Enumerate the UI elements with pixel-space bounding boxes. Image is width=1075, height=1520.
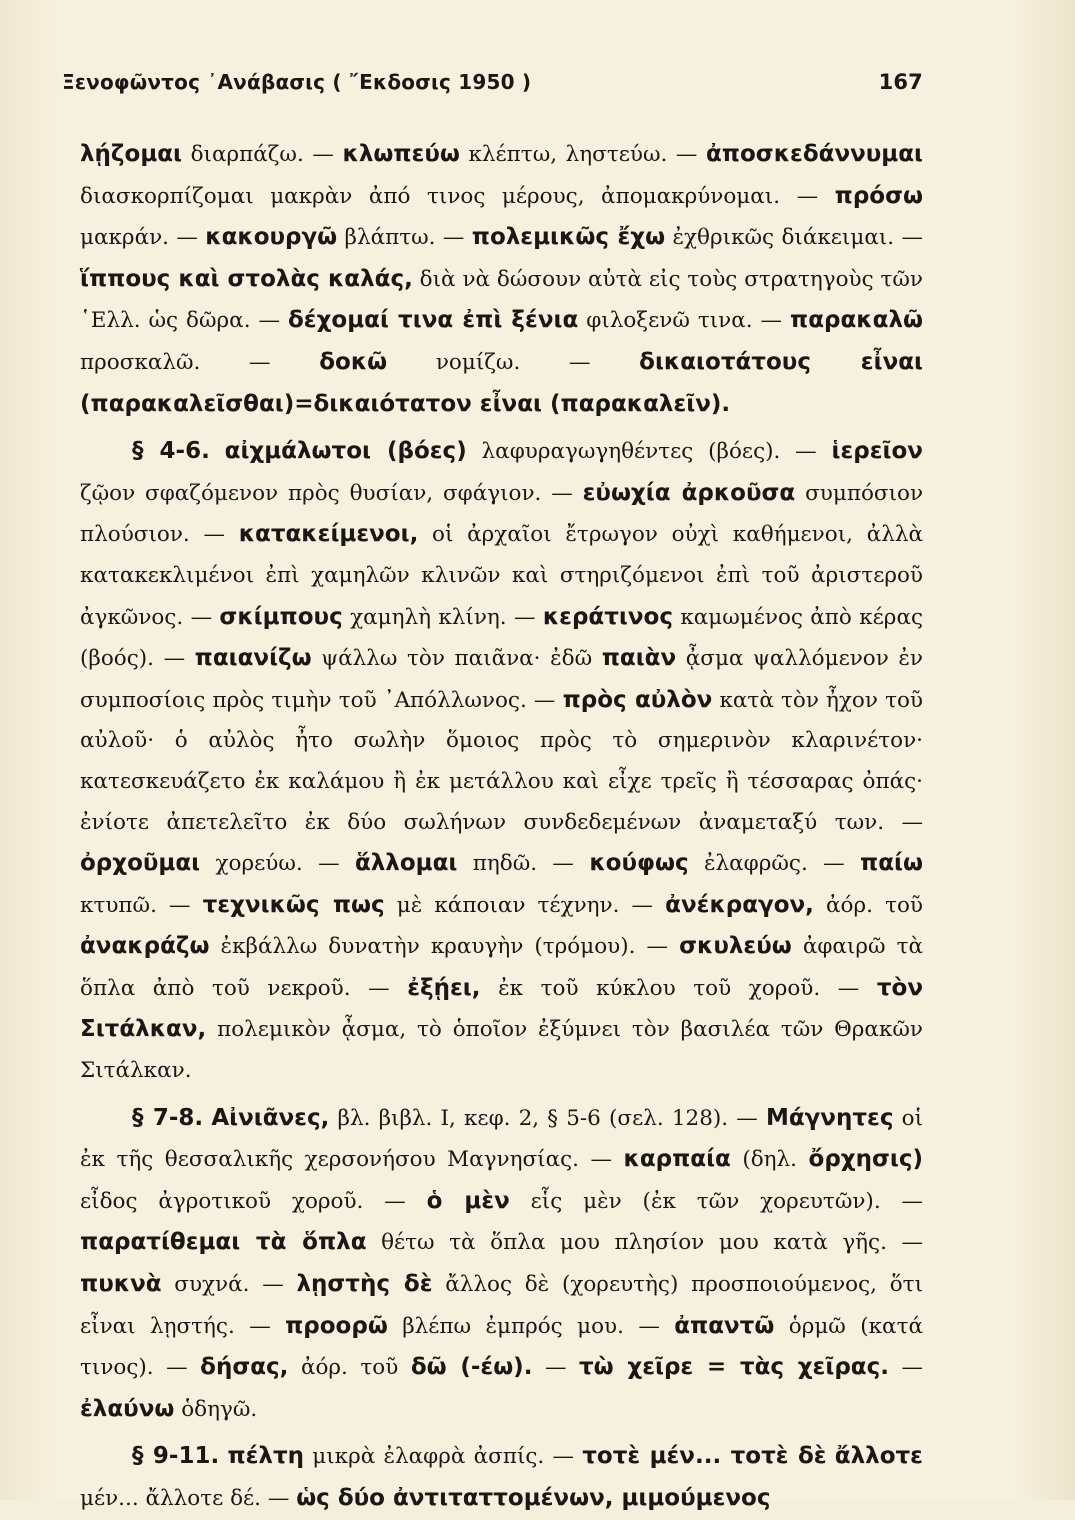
lemma: Μάγνητες: [765, 1104, 894, 1131]
lemma: κεράτινος: [542, 603, 673, 630]
lemma: κατακείμενοι,: [238, 521, 419, 548]
section-marker: § 9-11.: [132, 1443, 220, 1470]
lemma: σκίμπους: [219, 603, 343, 630]
gloss: μακράν. —: [80, 225, 206, 251]
lemma: δοκῶ: [319, 348, 388, 375]
gloss: κλέπτω, ληστεύω. —: [459, 142, 706, 167]
lemma: τοτὲ μέν... τοτὲ δὲ: [582, 1443, 827, 1470]
lemma: προορῶ: [285, 1312, 388, 1339]
paragraph: [80, 1098, 923, 1431]
gloss: μικρὰ ἐλαφρὰ ἀσπίς. —: [304, 1444, 583, 1470]
gloss: ἐκβάλλω δυνατὴν κραυγὴν (τρόμου). —: [209, 934, 680, 960]
lemma: παιανίζω: [194, 645, 312, 672]
lemma: κακουργῶ: [205, 224, 338, 251]
gloss: ζῷον σφαζόμενον πρὸς θυσίαν, σφάγιον. —: [80, 480, 583, 506]
lemma: κλωπεύω: [342, 141, 460, 167]
lemma: ἀποσκεδάννυμαι: [705, 141, 923, 167]
lemma: πέλτη: [227, 1443, 305, 1470]
lemma: κούφως: [589, 850, 689, 877]
lemma: ἄλλοτε: [834, 1443, 923, 1470]
gloss: φιλοξενῶ τινα. —: [578, 308, 791, 334]
lemma: ὁ μὲν: [426, 1187, 510, 1214]
gloss: οἱ ἐκ τῆς θεσσαλικῆς χερσονήσου Μαγνησίας. —: [80, 1105, 923, 1173]
lemma: εὐωχία ἀρκοῦσα: [582, 479, 796, 506]
lemma: ὄρχησις): [808, 1146, 924, 1173]
lemma: δῶ (-έω).: [410, 1354, 533, 1381]
lemma: παιὰν: [601, 645, 677, 672]
gloss: μὲ κάποιαν τέχνην. —: [384, 892, 666, 918]
gloss: ἐχθρικῶς διάκειμαι. —: [665, 225, 923, 251]
lemma: ὀρχοῦμαι: [80, 850, 201, 877]
gloss: διαρπάζω. —: [182, 142, 343, 167]
running-title: Ξενοφῶντος ᾿Ανάβασις ( ῎Εκδοσις 1950 ): [62, 70, 532, 94]
gloss: ᾆσμα ψαλλόμενον ἐν συμποσίοις πρὸς τιμὴν τοῦ ᾿Απόλλωνος. —: [80, 646, 924, 713]
gloss: εἶδος ἀγροτικοῦ χοροῦ. —: [80, 1188, 427, 1214]
gloss: ἐλαφρῶς. —: [688, 851, 861, 877]
lemma: πρόσω: [834, 182, 923, 209]
gloss: ἐκ τοῦ κύκλου τοῦ χοροῦ. —: [480, 975, 877, 1001]
gloss: καμωμένος ἀπὸ κέρας (βοός). —: [80, 604, 923, 672]
gloss: συμπόσιον πλούσιον. —: [80, 480, 924, 548]
gloss: θέτω τὰ ὅπλα μου πλησίον μου κατὰ γῆς. —: [366, 1230, 923, 1256]
lemma: ἀνακράζω: [80, 933, 210, 960]
gloss: πολεμικὸν ᾆσμα, τὸ ὁποῖον ἐξύμνει τὸν βασιλέα τῶν Θρακῶν Σιτάλκαν.: [80, 1017, 923, 1084]
gloss: —: [888, 1355, 923, 1381]
gloss: βλ. βιβλ. Ι, κεφ. 2, § 5-6 (σελ. 128). —: [329, 1105, 766, 1131]
lemma: ἀνέκραγον,: [665, 891, 814, 918]
lemma: τὼ χεῖρε = τὰς χεῖρας.: [579, 1354, 889, 1381]
gloss: χαμηλὴ κλίνη. —: [342, 604, 543, 630]
gloss: οἱ ἀρχαῖοι ἔτρωγον οὐχὶ καθήμενοι, ἀλλὰ κατακεκλιμένοι ἐπὶ χαμηλῶν κλινῶν καὶ στηριζόμενοι ἐπὶ τοῦ ἀριστεροῦ ἀγκῶνος. —: [80, 522, 923, 630]
gloss: κτυπῶ. —: [80, 892, 203, 918]
gloss: προσκαλῶ. —: [80, 349, 320, 375]
gloss: κατὰ τὸν ἦχον τοῦ αὐλοῦ· ὁ αὐλὸς ἦτο σωλὴν ὅμοιος πρὸς τὸ σημερινὸν κλαρινέτον· κατεσκευάζετο ἐκ καλάμου ἢ ἐκ μετάλλου καὶ εἶχε τρεῖς ἢ τέσσαρας ὀπάς· ἐνίοτε ἀπετελεῖτο ἐκ δύο σωλήνων συνδεδεμένων ἀναμεταξύ των. —: [80, 687, 923, 835]
lemma: σκυλεύω: [679, 933, 792, 960]
gloss: [210, 439, 225, 464]
lemma: ἱερεῖον: [831, 438, 923, 465]
page-number: 167: [878, 70, 923, 94]
paragraph: [80, 1436, 923, 1519]
lemma: καρπαία: [623, 1146, 731, 1173]
lemma: ὡς δύο ἀντιταττομένων, μιμούμενος: [296, 1485, 771, 1511]
gloss: χορεύω. —: [200, 851, 355, 877]
lemma: ἀπαντῶ: [674, 1312, 775, 1339]
lemma: πυκνὰ: [80, 1271, 162, 1298]
lemma: δικαιοτάτους εἶναι (παρακαλεῖσθαι)=δικαιότατον εἶναι (παρακαλεῖν).: [80, 348, 923, 417]
gloss: ὁδηγῶ.: [174, 1396, 258, 1422]
lemma: πολεμικῶς ἔχω: [471, 224, 666, 251]
gloss: ἀόρ. τοῦ: [813, 892, 923, 918]
gloss: εἷς μὲν (ἐκ τῶν χορευτῶν). —: [509, 1188, 923, 1214]
paragraph: [80, 134, 923, 425]
running-header: [62, 70, 923, 104]
gloss: λαφυραγωγηθέντες (βόες). —: [466, 439, 832, 465]
lemma: δέχομαί τινα ἐπὶ ξένια: [287, 307, 579, 334]
lemma: ἐλαύνω: [80, 1395, 175, 1422]
gloss: ἀόρ. τοῦ: [288, 1355, 411, 1381]
gloss: βλέπω ἐμπρός μου. —: [387, 1313, 675, 1339]
gloss: συχνά. —: [161, 1272, 297, 1298]
gloss: πηδῶ. —: [457, 851, 590, 877]
lemma: ἵππους καὶ στολὰς καλάς,: [80, 265, 413, 292]
gloss: βλάπτω. —: [337, 225, 472, 251]
lemma: παρακαλῶ: [790, 307, 923, 334]
lemma: Αἰνιᾶνες,: [211, 1104, 330, 1131]
gloss: νομίζω. —: [387, 349, 640, 375]
lemma: δήσας,: [200, 1354, 289, 1381]
lemma: παίω: [860, 850, 923, 877]
commentary-text: [80, 134, 923, 1520]
section-marker: § 4-6.: [132, 438, 210, 465]
gloss: (δηλ.: [730, 1147, 809, 1173]
section-marker: § 7-8.: [132, 1104, 204, 1131]
lemma: ἐξῄει,: [407, 974, 481, 1001]
lemma: πρὸς αὐλὸν: [562, 686, 713, 713]
lemma: παρατίθεμαι τὰ ὅπλα: [80, 1229, 367, 1256]
gloss: —: [532, 1355, 579, 1381]
lemma: λῃστὴς δὲ: [296, 1271, 433, 1298]
gloss: ψάλλω τὸν παιᾶνα· ἐδῶ: [311, 646, 602, 672]
gloss: ὁρμῶ (κατά τινος). —: [80, 1313, 923, 1381]
lemma: λῄζομαι: [80, 141, 183, 167]
paragraph: [80, 431, 923, 1092]
lemma: αἰχμάλωτοι (βόες): [224, 438, 467, 465]
gloss: ἄλλος δὲ (χορευτὴς) προσποιούμενος, ὅτι εἶναι λῃστής. —: [80, 1272, 923, 1339]
gloss: μέν... ἄλλοτε δέ. —: [80, 1486, 297, 1511]
lemma: τὸν Σιτάλκαν,: [80, 974, 923, 1043]
gloss: διὰ νὰ δώσουν αὐτὰ εἰς τοὺς στρατηγοὺς τῶν ῾Ελλ. ὡς δῶρα. —: [80, 266, 923, 334]
gloss: διασκορπίζομαι μακρὰν ἀπό τινος μέρους, ἀπομακρύνομαι. —: [80, 183, 835, 209]
lemma: ἅλλομαι: [354, 850, 458, 877]
lemma: τεχνικῶς πως: [202, 891, 385, 918]
gloss: [827, 1444, 835, 1469]
gloss: ἀφαιρῶ τὰ ὅπλα ἀπὸ τοῦ νεκροῦ. —: [80, 934, 923, 1001]
